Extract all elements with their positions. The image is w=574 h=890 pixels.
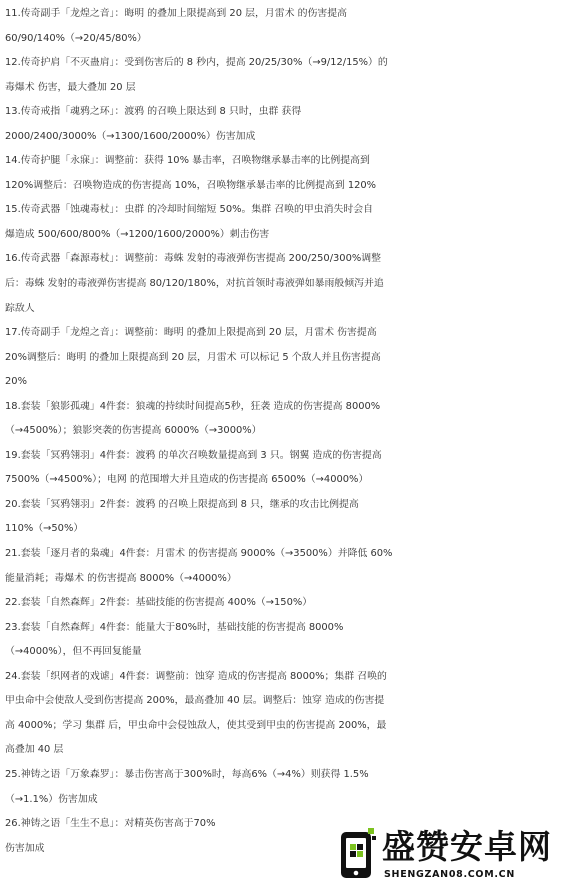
entry-line: 后：毒蛛 发射的毒液弹伤害提高 80/120/180%，对抗首领时毒液弹如暴雨般倾泻并追 [5,278,384,290]
phone-logo-icon [338,826,378,882]
entry-line: 19.套装「冥鸦翎羽」4件套：渡鸦 的单次召唤数量提高到 3 只。钢翼 造成的伤害提高 [5,449,382,461]
entry-line: 20% [5,376,27,388]
article-entry [5,149,571,198]
article-entry [5,198,571,247]
entry-line: 60/90/140%（→20/45/80%） [5,32,147,44]
entry-line: 26.神铸之语「生生不息」：对精英伤害高于70% [5,818,216,830]
entry-line: 21.套装「逐月者的枭魂」4件套：月雷术 的伤害提高 9000%（→3500%）并降低 60% [5,548,393,560]
article-entry [5,2,571,51]
entry-line: 23.套装「自然森辉」4件套：能量大于80%时，基础技能的伤害提高 8000% [5,621,344,633]
entry-line: 16.传奇武器「森源毒杖」：调整前：毒蛛 发射的毒液弹伤害提高 200/250/300%调整 [5,253,381,265]
entry-line: 17.传奇副手「龙煌之音」：调整前：晦明 的叠加上限提高到 20 层，月雷术 伤害提高 [5,327,377,339]
watermark-title: 盛赞安卓网 [382,827,552,866]
article-entry [5,395,571,444]
entry-line: 甲虫命中会使敌人受到伤害提高 200%，最高叠加 40 层。调整后：蚀穿 造成的伤害提 [5,695,385,707]
entry-line: 14.传奇护腿「永寐」：调整前：获得 10% 暴击率，召唤物继承暴击率的比例提高到 [5,155,370,167]
entry-line: 18.套装「狼影孤魂」4件套：狼魂的持续时间提高5秒，狂袭 造成的伤害提高 8000% [5,400,381,412]
article-entry [5,665,571,763]
entry-line: 15.传奇武器「蚀魂毒杖」：虫群 的冷却时间缩短 50%。集群 召唤的甲虫消失时会自 [5,204,374,216]
article-entry [5,51,571,100]
entry-line: 2000/2400/3000%（→1300/1600/2000%）伤害加成 [5,130,256,142]
article-body [5,2,571,861]
article-entry [5,321,571,395]
entry-line: 伤害加成 [5,842,45,854]
article-entry [5,100,571,149]
entry-line: 25.神铸之语「万象森罗」：暴击伤害高于300%时，每高6%（→4%）则获得 1.5% [5,768,369,780]
site-watermark [338,824,570,888]
entry-line: 20.套装「冥鸦翎羽」2件套：渡鸦 的召唤上限提高到 8 只，继承的攻击比例提高 [5,498,359,510]
article-entry [5,542,571,591]
entry-line: 11.传奇副手「龙煌之音」：晦明 的叠加上限提高到 20 层，月雷术 的伤害提高 [5,8,348,19]
entry-line: 110%（→50%） [5,523,84,535]
entry-line: 踪敌人 [5,302,35,314]
entry-line: （→4500%）；狼影突袭的伤害提高 6000%（→3000%） [5,425,262,437]
article-entry [5,591,571,616]
entry-line: 高叠加 40 层 [5,744,64,756]
entry-line: 爆造成 500/600/800%（→1200/1600/2000%）刺击伤害 [5,228,270,240]
entry-line: 22.套装「自然森辉」2件套：基础技能的伤害提高 400%（→150%） [5,597,313,609]
entry-line: （→4000%），但不再回复能量 [5,646,142,658]
entry-line: 毒爆术 伤害，最大叠加 20 层 [5,81,136,93]
article-entry [5,444,571,493]
entry-line: 13.传奇戒指「魂鸦之环」：渡鸦 的召唤上限达到 8 只时，虫群 获得 [5,106,302,118]
entry-line: 高 4000%；学习 集群 后，甲虫命中会侵蚀敌人，使其受到甲虫的伤害提高 200%，最 [5,719,387,731]
entry-line: 20%调整后：晦明 的叠加上限提高到 20 层，月雷术 可以标记 5 个敌人并且伤害提高 [5,351,381,363]
entry-line: （→1.1%）伤害加成 [5,793,98,805]
entry-line: 120%调整后：召唤物造成的伤害提高 10%，召唤物继承暴击率的比例提高到 120% [5,179,377,191]
watermark-url: SHENGZAN08.COM.CN [384,869,515,880]
article-entry [5,763,571,812]
entry-line: 7500%（→4500%）；电网 的范围增大并且造成的伤害提高 6500%（→4000%） [5,474,369,486]
entry-line: 12.传奇护肩「不灭蛊肩」：受到伤害后的 8 秒内，提高 20/25/30%（→9/12/15%）的 [5,57,388,69]
entry-line: 24.套装「织网者的戏谑」4件套：调整前：蚀穿 造成的伤害提高 8000%；集群 召唤的 [5,670,387,682]
article-entry [5,616,571,665]
article-entry [5,493,571,542]
article-entry [5,247,571,321]
entry-line: 能量消耗；毒爆术 的伤害提高 8000%（→4000%） [5,572,237,584]
